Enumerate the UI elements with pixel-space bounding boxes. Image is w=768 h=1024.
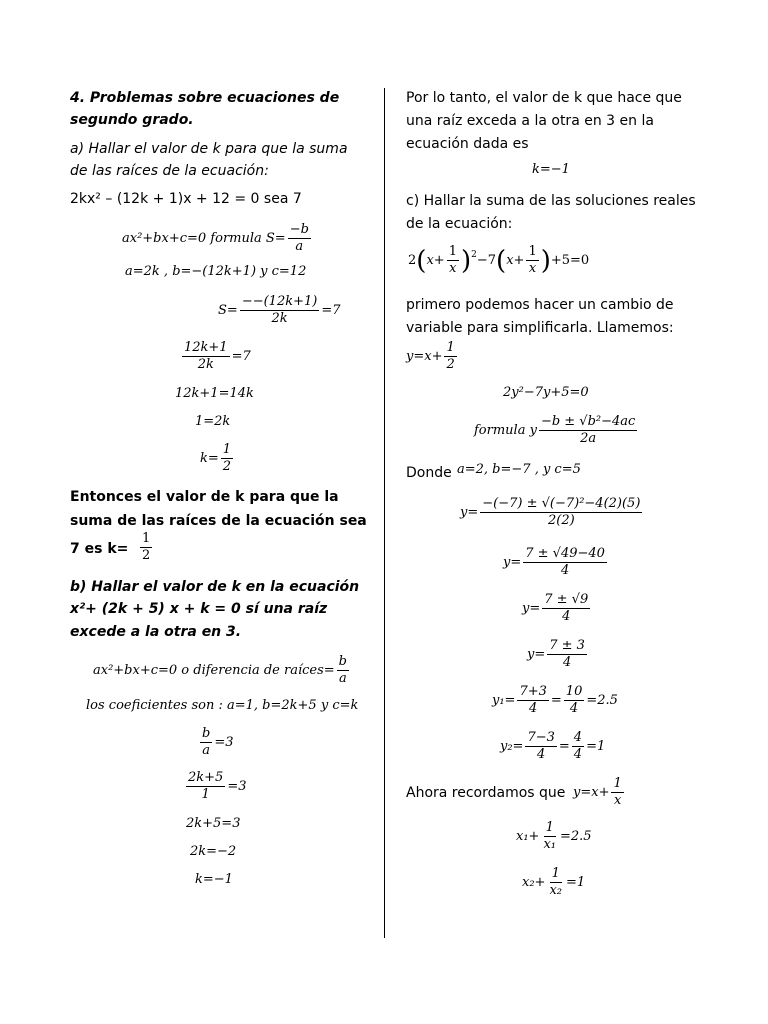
donde-label: Donde (406, 465, 452, 481)
b-conclusion-1: Por lo tanto, el valor de k que hace que (406, 90, 682, 106)
part-b-text-1: b) Hallar el valor de k en la ecuación (70, 579, 360, 595)
b-step-2: $\frac{2k+5}{1}$ =3 (188, 770, 247, 802)
a-step-1: $\frac{12k+1}{2k}$ =7 (184, 340, 251, 372)
part-a-text-1: a) Hallar el valor de k para que la suma (70, 141, 348, 157)
c-equation: 2 ( x + $\frac{1}{x}$ ) 2 −7 ( x + $\frac{1}{x}$ ) +5=0 (408, 244, 590, 276)
y-simplify-1: y= $\frac{7 \pm √49-40}{4}$ (503, 546, 605, 578)
b-conclusion-3: ecuación dada es (406, 136, 529, 152)
heading-line-2: segundo grado. (70, 112, 194, 128)
donde-values: a=2, b=−7 , y c=5 (457, 462, 581, 477)
c-explain-2: variable para simplificarla. Llamemos: (406, 320, 674, 336)
a-coefficients: a=2k , b=−(12k+1) y c=12 (125, 264, 307, 279)
part-b-text-2: x²+ (2k + 5) x + k = 0 sí una raíz (70, 601, 328, 617)
part-a-text-2: de las raíces de la ecuación: (70, 163, 269, 179)
part-a-equation: 2kx² – (12k + 1)x + 12 = 0 sea 7 (70, 191, 302, 207)
c-explain-1: primero podemos hacer un cambio de (406, 297, 674, 313)
root-y2: y₂= $\frac{7-3}{4}$ = $\frac{4}{4}$ =1 (500, 730, 606, 762)
b-formula: ax²+bx+c=0 o diferencia de raíces= $\frac{b}{a}$ (93, 654, 347, 686)
y-simplify-3: y= $\frac{7 \pm 3}{4}$ (527, 638, 585, 670)
k-result: k=−1 (532, 162, 570, 177)
b-conclusion-2: una raíz exceda a la otra en 3 en la (406, 113, 654, 129)
a-sum-expression: S= $\frac{--(12k+1)}{2k}$ =7 (218, 294, 341, 326)
b-step-3: 2k+5=3 (186, 816, 241, 831)
x1-equation: x₁+ $\frac{1}{\text{x₁}}$ =2.5 (516, 820, 592, 852)
a-conclusion-2: suma de las raíces de la ecuación sea (70, 513, 367, 529)
quadratic-equation: 2y²−7y+5=0 (503, 385, 589, 400)
a-conclusion-1: Entonces el valor de k para que la (70, 489, 339, 505)
a-formula: ax²+bx+c=0 formula S= $\frac{-b}{a}$ (122, 222, 309, 254)
heading-line-1: 4. Problemas sobre ecuaciones de (70, 90, 340, 106)
b-step-4: 2k=−2 (190, 844, 237, 859)
part-c-text-1: c) Hallar la suma de las soluciones reales (406, 193, 696, 209)
y-simplify-2: y= $\frac{7 \pm √9}{4}$ (522, 592, 589, 624)
a-step-3: 1=2k (195, 414, 231, 429)
b-step-5: k=−1 (195, 872, 233, 887)
b-coefficients: los coeficientes son : a=1, b=2k+5 y c=k (86, 698, 359, 713)
quadratic-formula: formula y $\frac{\text{−b ± √b²−4ac}}{2a}$ (474, 414, 636, 446)
root-y1: y₁= $\frac{7+3}{4}$ = $\frac{10}{4}$ =2.5 (492, 684, 618, 716)
x2-equation: x₂+ $\frac{1}{\text{x₂}}$ =1 (522, 866, 586, 898)
part-b-text-3: excede a la otra en 3. (70, 624, 242, 640)
y-substitution: y= $\frac{\text{−(−7) ± √(−7)²−4(2)(5)}}{2(2)}$ (460, 496, 641, 528)
substitution: y=x+ $\frac{1}{2}$ (406, 340, 455, 372)
a-step-4: k= $\frac{1}{2}$ (200, 442, 232, 474)
column-divider (384, 88, 385, 938)
a-step-2: 12k+1=14k (175, 386, 254, 401)
part-c-text-2: de la ecuación: (406, 216, 513, 232)
a-conclusion-fraction: $\frac{1}{2}$ (142, 531, 151, 563)
recall-text: Ahora recordamos que (406, 785, 566, 801)
recall-expression: y=x+ $\frac{1}{x}$ (573, 776, 622, 808)
b-step-1: $\frac{b}{a}$ =3 (202, 726, 234, 758)
a-conclusion-3: 7 es k= (70, 541, 129, 557)
